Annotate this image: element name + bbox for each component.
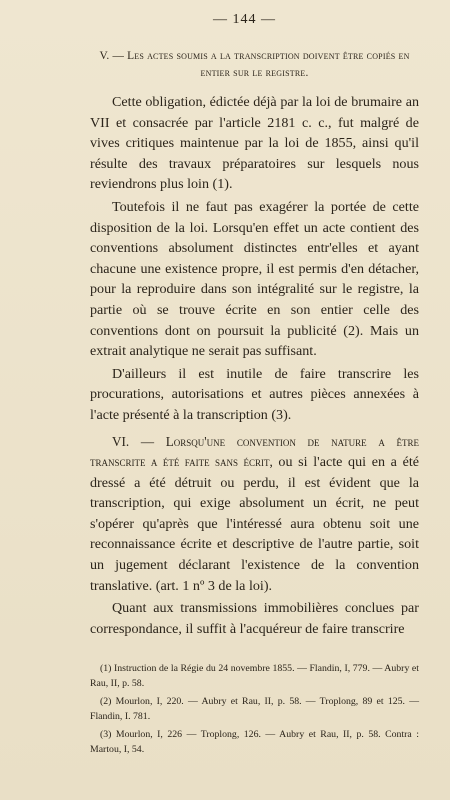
footnotes	[90, 661, 419, 757]
footnote: (2) Mourlon, I, 220. — Aubry et Rau, II, p. 58. — Troplong, 89 et 125. — Flandin, I. 781.	[90, 696, 419, 723]
paragraph: Toutefois il ne faut pas exagérer la portée de cette disposition de la loi. Lorsqu'en effet un acte contient des conventions absolument distinctes entr'elles et ayant chacune une existence propre, il est permis d'en détacher, pour la reproduire dans son intégralité sur le registre, la partie où se trouve écrite en son entier celle des conventions dont on poursuit la publicité (2). Mais un extrait analytique ne serait pas suffisant.	[90, 198, 419, 360]
page-number: — 144 —	[213, 12, 276, 27]
footnote: (3) Mourlon, I, 226 — Troplong, 126. — Aubry et Rau, II, p. 58. Contra : Martou, I, 54.	[90, 729, 419, 756]
paragraph: Cette obligation, édictée déjà par la loi de brumaire an VII et consacrée par l'article 2181 c. c., fut malgré de vives critiques maintenue par la loi de 1855, ainsi qu'il résulte des travaux préparatoires sur lesquels nous reviendrons plus loin (1).	[90, 94, 419, 193]
footnote: (1) Instruction de la Régie du 24 novembre 1855. — Flandin, I, 779. — Aubry et Rau, II, p. 58.	[90, 663, 419, 690]
section-v-heading: V. — Les actes soumis a la transcription doivent être copiés en entier sur le registre.	[99, 50, 410, 79]
paragraph: D'ailleurs il est inutile de faire transcrire les procurations, autorisations et autres pièces annexées à l'acte présenté à la transcription (3).	[90, 365, 419, 423]
section-vi-paragraph	[90, 432, 419, 597]
section-vi-lead: VI. — Lorsqu'une convention de nature a être transcrite a été faite sans écrit,	[90, 433, 419, 470]
paragraph: Quant aux transmissions immobilières conclues par correspondance, il suffit à l'acquéreur de faire transcrire	[90, 600, 419, 637]
section-vi-text: ou si l'acte qui en a été dressé a été détruit ou perdu, il est évident que la transcription, qui exige absolument un écrit, ne peut s'opérer qu'après que l'intéressé aura obtenu soit une reconnaissance écrite et descriptive de l'autre partie, soit un jugement déclarant l'existence de la convention translative. (art. 1 nº 3 de la loi).	[90, 454, 419, 594]
